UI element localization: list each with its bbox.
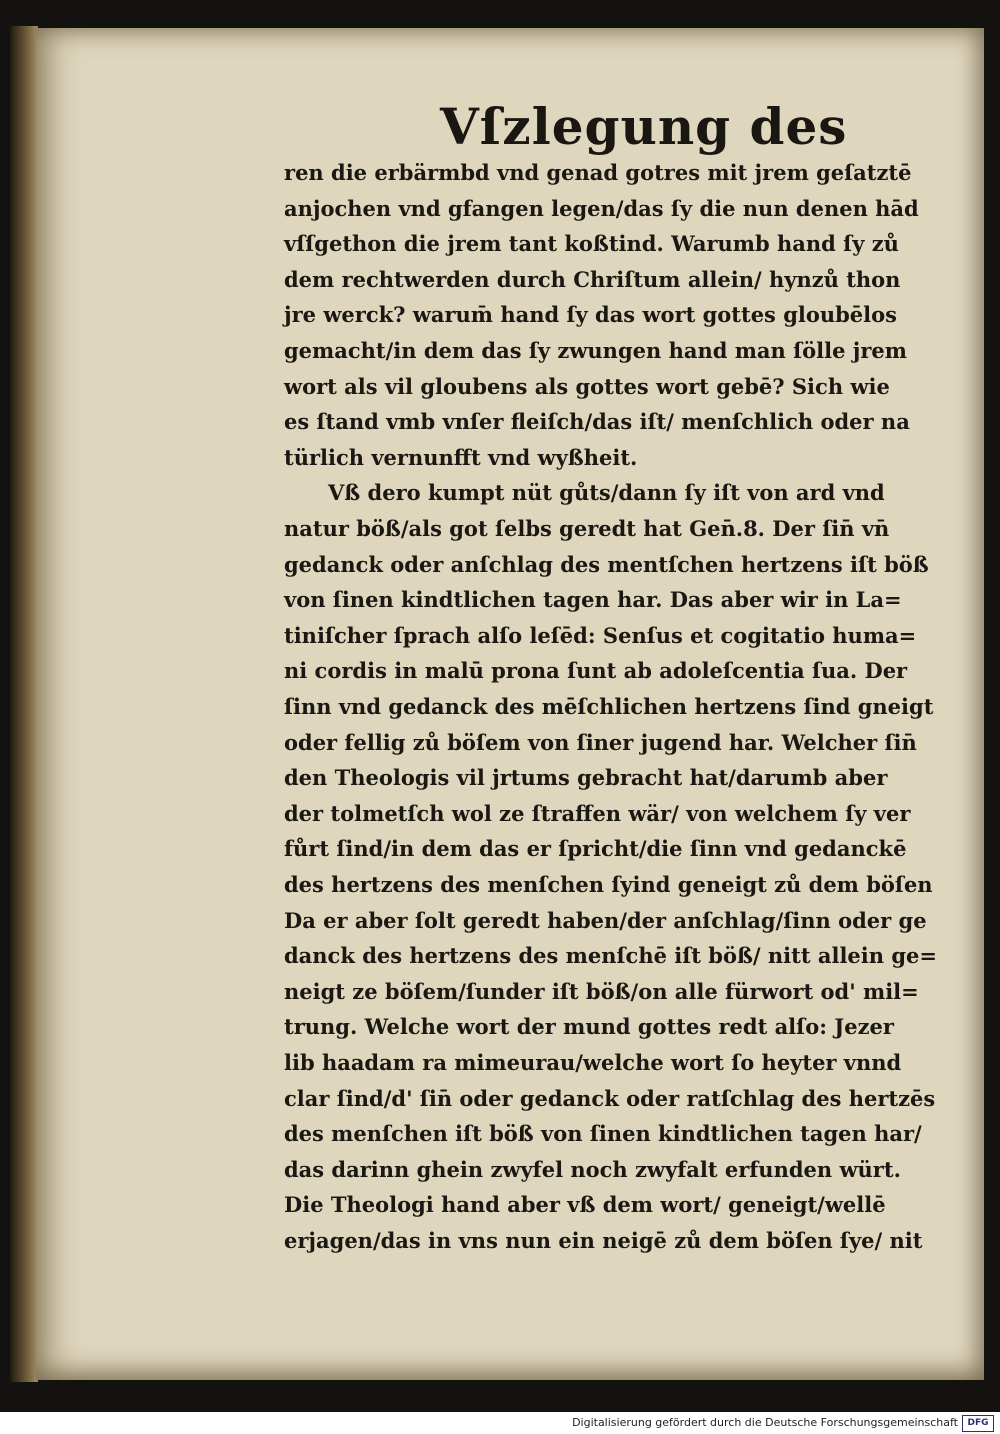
text-line: wort als vil gloubens als gottes wort gebē? Sich wie	[284, 373, 890, 399]
text-line: jre werck? warum̄ hand ſy das wort gottes gloubēlos	[284, 302, 897, 328]
text-line: neigt ze böſem/ſunder iſt böß/on alle fürwort od' mil=	[284, 978, 919, 1004]
text-line: fůrt ſind/in dem das er ſpricht/die ſinn vnd gedanckē	[284, 836, 907, 862]
text-line: des menſchen iſt böß von ſinen kindtlichen tagen har/	[284, 1121, 922, 1147]
text-line: vſſgethon die jrem tant koßtind. Warumb hand ſy zů	[284, 231, 899, 257]
text-line: natur böß/als got ſelbs geredt hat Gen̄.8. Der ſin̄ vn̄	[284, 516, 890, 541]
text-line: das darinn ghein zwyfel noch zwyfalt erfunden würt.	[284, 1156, 901, 1182]
text-line: gemacht/in dem das ſy zwungen hand man ſölle jrem	[284, 338, 908, 363]
text-line: des hertzens des menſchen ſyind geneigt zů dem böſen	[284, 872, 933, 897]
text-line: Vß dero kumpt nüt gůts/dann ſy iſt von ard vnd	[328, 480, 885, 506]
text-line: trung. Welche wort der mund gottes redt alſo: Jezer	[284, 1014, 894, 1040]
text-line: der tolmetſch wol ze ſtraffen wär/ von welchem ſy ver	[284, 800, 911, 826]
text-line: oder fellig zů böſem von ſiner jugend har. Welcher ſin̄	[284, 729, 917, 755]
text-line: tiniſcher ſprach alſo leſēd: Senſus et cogitatio huma=	[284, 622, 917, 648]
book-spine-edge	[10, 26, 38, 1382]
text-line: ni cordis in malū prona ſunt ab adoleſcentia ſua. Der	[284, 658, 908, 684]
footer-credit: Digitalisierung gefördert durch die Deutsche Forschungsgemeinschaft	[572, 1416, 958, 1429]
text-line: clar ſind/d' ſin̄ oder gedanck oder ratſchlag des hertzēs	[284, 1085, 936, 1111]
text-line: Da er aber ſolt geredt haben/der anſchlag/ſinn oder ge	[284, 907, 927, 933]
text-line: dem rechtwerden durch Chriſtum allein/ hynzů thon	[284, 266, 901, 292]
text-line: von ſinen kindtlichen tagen har. Das aber wir in La=	[284, 587, 902, 613]
dfg-logo-badge: DFG	[962, 1415, 994, 1432]
text-line: lib haadam ra mimeurau/welche wort ſo heyter vnnd	[284, 1050, 902, 1075]
footer-bar	[0, 1412, 1000, 1434]
text-line: den Theologis vil jrtums gebracht hat/darumb aber	[284, 765, 888, 791]
text-line: ſinn vnd gedanck des mēſchlichen hertzens ſind gneigt	[284, 694, 934, 719]
text-line: ren die erbärmbd vnd genad gotres mit jrem geſatztē	[284, 160, 912, 185]
page-heading: Vſzlegung des	[440, 97, 848, 156]
text-line: anjochen vnd gfangen legen/das ſy die nun denen hād	[284, 195, 919, 221]
text-line: gedanck oder anſchlag des mentſchen hertzens iſt böß	[284, 551, 929, 577]
text-line: danck des hertzens des menſchē iſt böß/ nitt allein ge=	[284, 943, 937, 969]
text-line: türlich vernunfft vnd wyßheit.	[284, 444, 638, 470]
text-line: erjagen/das in vns nun ein neigē zů dem böſen ſye/ nit	[284, 1228, 923, 1253]
text-line: es ſtand vmb vnſer fleiſch/das iſt/ menſchlich oder na	[284, 409, 910, 435]
text-line: Die Theologi hand aber vß dem wort/ geneigt/wellē	[284, 1192, 886, 1218]
